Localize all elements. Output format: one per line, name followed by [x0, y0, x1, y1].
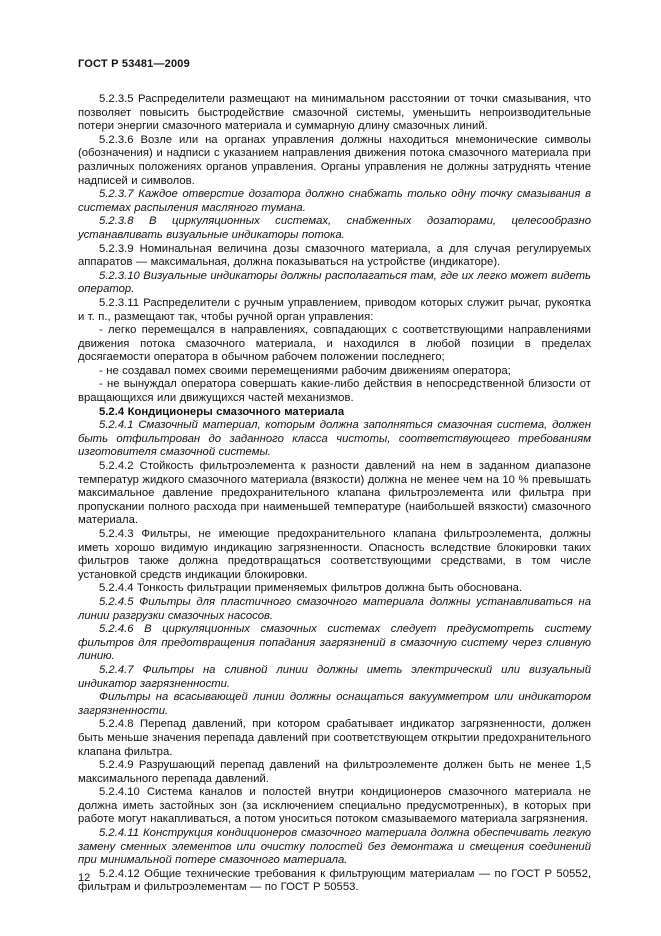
paragraph: 5.2.4.12 Общие технические требования к фильтрующим материалам — по ГОСТ Р 50552, фильтрам и фильтроэлементам — по ГОСТ Р 50553.	[78, 867, 591, 894]
page-number: 12	[78, 872, 91, 884]
paragraph: - легко перемещался в направлениях, совпадающих с соответствующими направлениями движения потока смазочного материала, и находился в любой позиции в пределах досягаемости оператора в обычном рабочем положении последнего;	[78, 324, 591, 364]
paragraph: 5.2.4.5 Фильтры для пластичного смазочного материала должны устанавливаться на линии разгрузки смазочных насосов.	[78, 595, 591, 622]
paragraph: 5.2.4.3 Фильтры, не имеющие предохранительного клапана фильтроэлемента, должны иметь хорошо видимую индикацию загрязненности. Опасность вследствие блокировки таких фильтров также должна предотвращаться соответствующими средствами, в том числе установкой средств индикации блокировки.	[78, 528, 591, 581]
paragraph: 5.2.4.4 Тонкость фильтрации применяемых фильтров должна быть обоснована.	[99, 582, 523, 595]
paragraph: 5.2.4.10 Система каналов и полостей внутри кондиционеров смазочного материала не должна иметь застойных зон (за исключением специально предусмотренных), в которых при работе могут накапливаться, а потом уноситься потоком смазываемого материала загрязнения.	[78, 786, 591, 826]
paragraph: 5.2.3.6 Возле или на органах управления должны находиться мнемонические символы (обозначения) и надписи с указанием направления движения потока смазочного материала при различных положениях органов управления. Органы управления не должны затруднять чтение надписей и символов.	[78, 133, 591, 187]
paragraph: - не создавал помех своими перемещениями рабочим движениям оператора;	[99, 364, 511, 377]
paragraph: 5.2.3.8 В циркуляционных системах, снабженных дозаторами, целесообразно устанавливать визуальные индикаторы потока.	[78, 215, 591, 241]
document-standard-number: ГОСТ Р 53481—2009	[78, 58, 190, 70]
document-body	[78, 93, 591, 895]
paragraph: 5.2.3.11 Распределители с ручным управлением, приводом которых служит рычаг, рукоятка и т. п., размещают так, чтобы ручной орган управления:	[78, 296, 591, 323]
paragraph: 5.2.3.7 Каждое отверстие дозатора должно снабжать только одну точку смазывания в системах распыления масляного тумана.	[78, 188, 591, 214]
paragraph: 5.2.4.11 Конструкция кондиционеров смазочного материала должна обеспечивать легкую замену сменных элементов или очистку полостей без демонтажа и смещения соединений при минимальной потере смазочного материала.	[78, 827, 591, 867]
paragraph: Фильтры на всасывающей линии должны оснащаться вакуумметром или индикатором загрязненности.	[78, 691, 591, 717]
paragraph: 5.2.4.9 Разрушающий перепад давлений на фильтроэлементе должен быть не менее 1,5 максимального перепада давлений.	[78, 759, 591, 785]
paragraph: 5.2.4.6 В циркуляционных смазочных системах следует предусмотреть систему фильтров для предотвращения попадания загрязнений в смазочную систему через сливную линию.	[78, 623, 591, 663]
paragraph: 5.2.4.2 Стойкость фильтроэлемента к разности давлений на нем в заданном диапазоне температур жидкого смазочного материала (вязкости) должна не менее чем на 10 % превышать максимальное давление предохранительного клапана фильтроэлемента или фильтра при пропускании полного расхода при наименьшей температуре (наибольшей вязкости) смазочного материала.	[78, 460, 591, 527]
paragraph: - не вынуждал оператора совершать какие-либо действия в непосредственной близости от вращающихся или движущихся частей механизмов.	[78, 378, 591, 405]
paragraph: 5.2.3.10 Визуальные индикаторы должны располагаться там, где их легко может видеть оператор.	[78, 269, 591, 296]
paragraph: 5.2.4 Кондиционеры смазочного материала	[99, 405, 345, 418]
paragraph: 5.2.4.1 Смазочный материал, которым должна заполняться смазочная система, должен быть отфильтрован до заданного класса чистоты, соответствующего требованиям изготовителя смазочной системы.	[78, 419, 591, 459]
paragraph: 5.2.3.9 Номинальная величина дозы смазочного материала, а для случая регулируемых аппаратов — максимальная, должна показываться на устройстве (индикаторе).	[78, 242, 591, 269]
paragraph: 5.2.3.5 Распределители размещают на минимальном расстоянии от точки смазывания, что позволяет повысить быстродействие смазочной системы, уменьшить непроизводительные потери энергии смазочного материала и суммарную длину смазочных линий.	[78, 93, 591, 133]
paragraph: 5.2.4.8 Перепад давлений, при котором срабатывает индикатор загрязненности, должен быть меньше значения перепада давлений при соответствующем открытии предохранительного клапана фильтра.	[78, 718, 591, 758]
paragraph: 5.2.4.7 Фильтры на сливной линии должны иметь электрический или визуальный индикатор загрязненности.	[78, 663, 591, 690]
